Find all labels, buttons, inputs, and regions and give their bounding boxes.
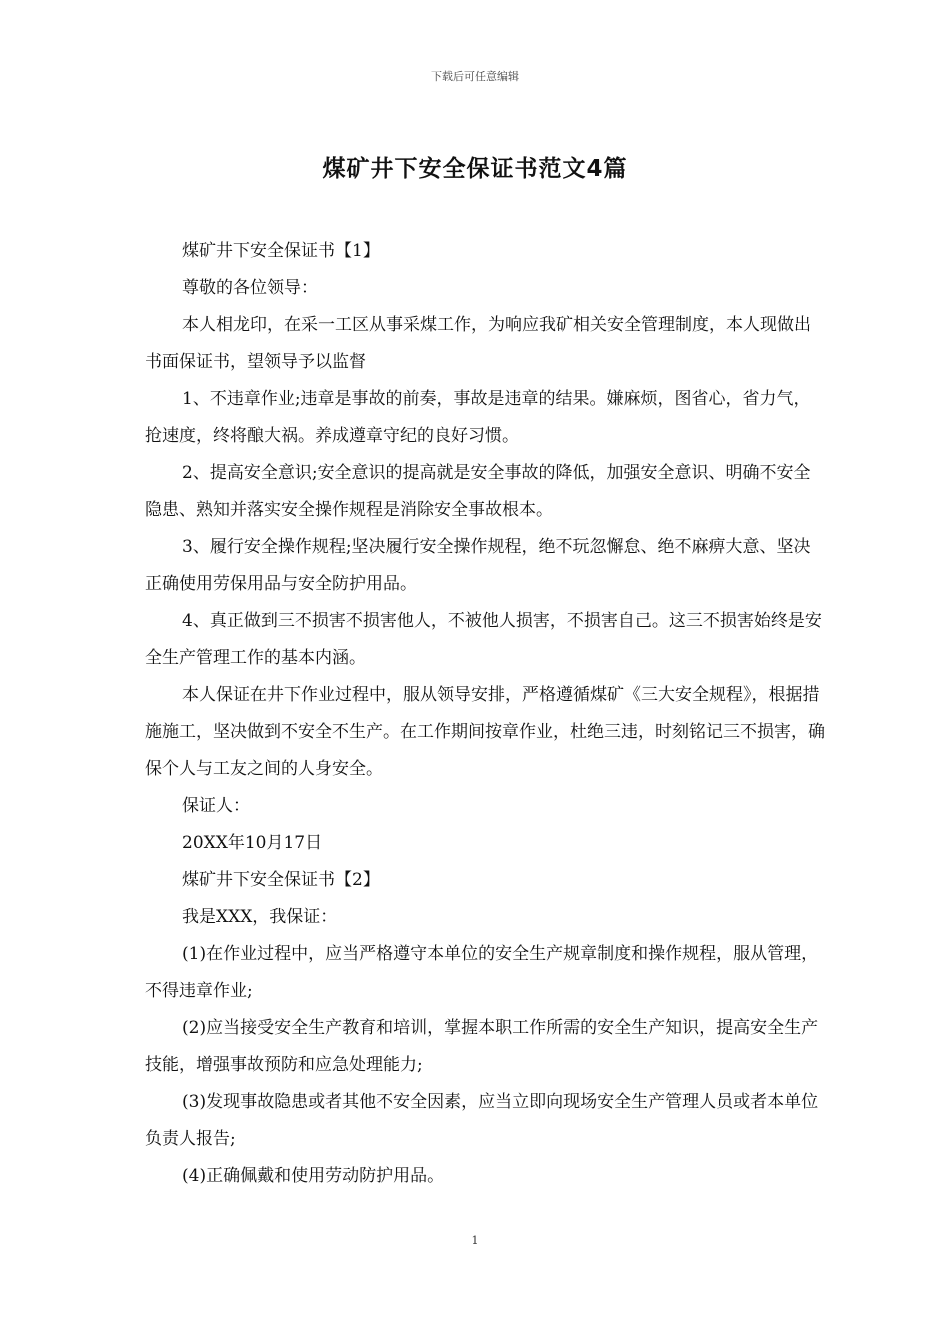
self-statement: 我是XXX，我保证：: [182, 907, 338, 927]
intro-paragraph: 本人相龙印，在采一工区从事采煤工作，为响应我矿相关安全管理制度，本人现做出书面保证书，望领导予以监督: [145, 315, 811, 372]
closing-paragraph: 本人保证在井下作业过程中，服从领导安排，严格遵循煤矿《三大安全规程》，根据措施施工，坚决做到不安全不生产。在工作期间按章作业，杜绝三违，时刻铭记三不损害，确保个人与工友之间的人身安全。: [145, 685, 825, 779]
pledge-2-item-3: (3)发现事故隐患或者其他不安全因素，应当立即向现场安全生产管理人员或者本单位负责人报告;: [145, 1092, 819, 1149]
date-line: 20XX年10月17日: [182, 833, 323, 853]
section-heading-2: 煤矿井下安全保证书【2】: [182, 870, 380, 890]
page-number: 1: [471, 1234, 479, 1247]
guarantor-label: 保证人：: [182, 796, 250, 816]
pledge-2-item-1: (1)在作业过程中，应当严格遵守本单位的安全生产规章制度和操作规程，服从管理，不得违章作业;: [145, 944, 819, 1001]
document-title: 煤矿井下安全保证书范文4篇: [322, 156, 628, 182]
section-heading-1: 煤矿井下安全保证书【1】: [182, 241, 380, 261]
page-header-note: 下载后可任意编辑: [431, 70, 519, 83]
salutation: 尊敬的各位领导：: [182, 278, 318, 298]
pledge-item-1: 1、不违章作业;违章是事故的前奏，事故是违章的结果。嫌麻烦，图省心，省力气，抢速度，终将酿大祸。养成遵章守纪的良好习惯。: [145, 389, 811, 446]
pledge-item-4: 4、真正做到三不损害不损害他人，不被他人损害，不损害自己。这三不损害始终是安全生产管理工作的基本内涵。: [145, 611, 822, 668]
pledge-item-2: 2、提高安全意识;安全意识的提高就是安全事故的降低，加强安全意识、明确不安全隐患、熟知并落实安全操作规程是消除安全事故根本。: [145, 463, 811, 520]
pledge-2-item-2: (2)应当接受安全生产教育和培训，掌握本职工作所需的安全生产知识，提高安全生产技能，增强事故预防和应急处理能力;: [145, 1018, 819, 1075]
pledge-2-item-4: (4)正确佩戴和使用劳动防护用品。: [182, 1166, 445, 1186]
document-body: [145, 233, 825, 1195]
pledge-item-3: 3、履行安全操作规程;坚决履行安全操作规程，绝不玩忽懈怠、绝不麻痹大意、坚决正确使用劳保用品与安全防护用品。: [145, 537, 811, 594]
